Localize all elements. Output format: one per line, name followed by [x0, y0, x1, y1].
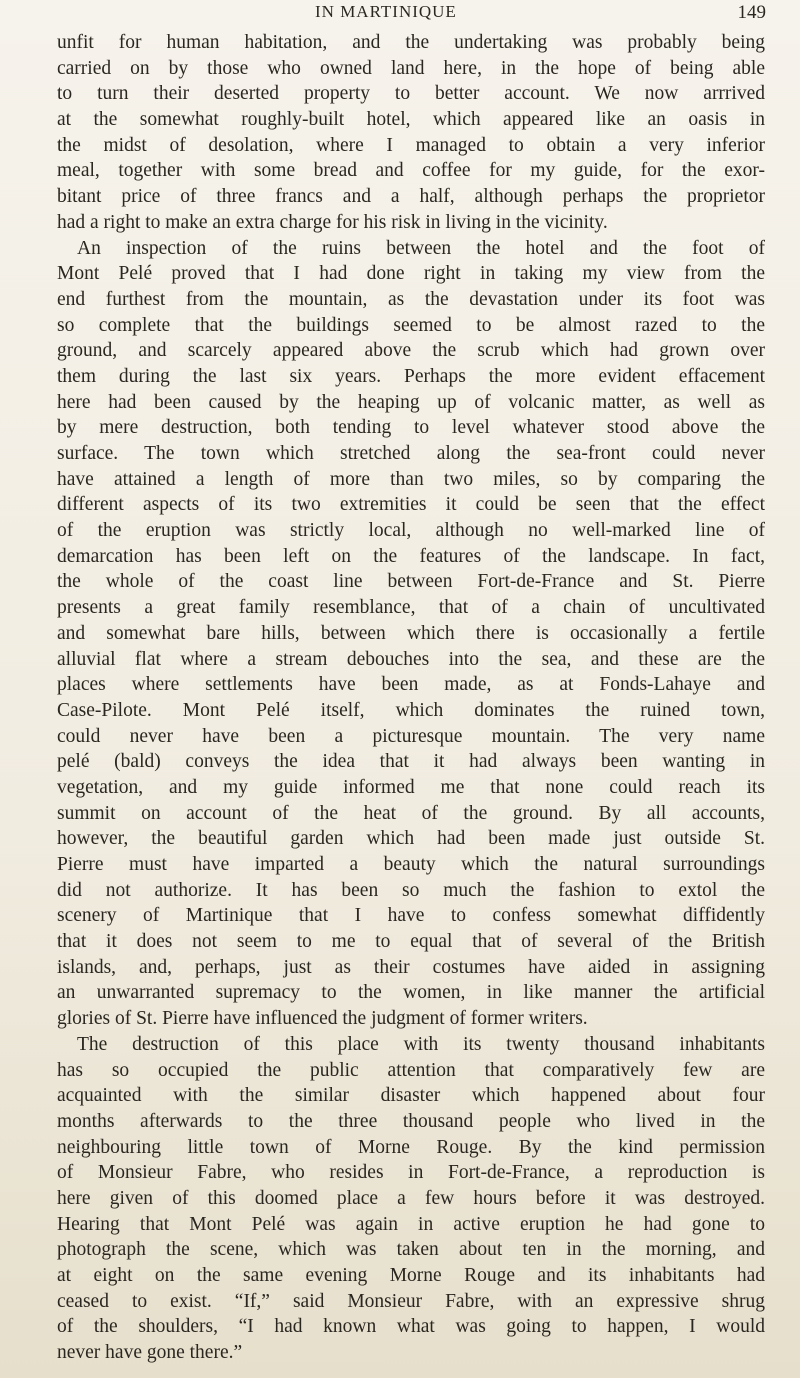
text-line: them during the last six years. Perhaps the more evident effacement	[57, 365, 765, 387]
text-line: never have gone there.”	[57, 1342, 243, 1364]
page-header	[0, 2, 800, 26]
text-line: months afterwards to the three thousand people who lived in the	[57, 1110, 765, 1132]
text-line: acquainted with the similar disaster which happened about four	[57, 1085, 765, 1107]
text-line: at eight on the same evening Morne Rouge and its inhabitants had	[57, 1265, 765, 1286]
text-line: end furthest from the mountain, as the devastation under its foot was	[57, 288, 765, 310]
text-line: the midst of desolation, where I managed to obtain a very inferior	[57, 134, 765, 156]
text-line: at the somewhat roughly-built hotel, which appeared like an oasis in	[57, 109, 765, 131]
text-line: unfit for human habitation, and the undertaking was probably being	[57, 32, 765, 53]
text-line: Mont Pelé proved that I had done right in taking my view from the	[57, 263, 765, 285]
text-line: bitant price of three francs and a half, although perhaps the proprietor	[57, 186, 765, 208]
text-line: vegetation, and my guide informed me that none could reach its	[57, 776, 765, 798]
text-line: could never have been a picturesque mountain. The very name	[57, 725, 765, 747]
text-line: have attained a length of more than two miles, so by comparing the	[57, 468, 765, 490]
page-number: 149	[737, 2, 766, 23]
text-line: carried on by those who owned land here, in the hope of being able	[57, 57, 765, 79]
text-line: had a right to make an extra charge for his risk in living in the vicinity.	[57, 211, 608, 233]
text-line: by mere destruction, both tending to level whatever stood above the	[57, 417, 765, 439]
text-line: islands, and, perhaps, just as their costumes have aided in assigning	[57, 956, 765, 978]
text-line: neighbouring little town of Morne Rouge. By the kind permission	[57, 1136, 765, 1158]
text-line: the whole of the coast line between Fort-de-France and St. Pierre	[57, 571, 765, 593]
text-line: that it does not seem to me to equal that of several of the British	[57, 931, 765, 953]
text-line: The destruction of this place with its twenty thousand inhabitants	[77, 1033, 765, 1055]
text-line: ceased to exist. “If,” said Monsieur Fabre, with an expressive shrug	[57, 1290, 765, 1312]
text-line: however, the beautiful garden which had been made just outside St.	[57, 828, 765, 850]
text-line: an unwarranted supremacy to the women, in like manner the artificial	[57, 982, 765, 1004]
text-line: here had been caused by the heaping up of volcanic matter, as well as	[57, 391, 765, 413]
text-line: Case-Pilote. Mont Pelé itself, which dominates the ruined town,	[57, 699, 765, 721]
text-line: An inspection of the ruins between the hotel and the foot of	[77, 237, 765, 259]
text-line: Hearing that Mont Pelé was again in active eruption he had gone to	[57, 1213, 765, 1235]
text-line: so complete that the buildings seemed to be almost razed to the	[57, 314, 765, 336]
text-line: demarcation has been left on the features of the landscape. In fact,	[57, 545, 765, 567]
text-line: and somewhat bare hills, between which there is occasionally a fertile	[57, 622, 765, 644]
text-line: scenery of Martinique that I have to confess somewhat diffidently	[57, 905, 765, 927]
text-line: glories of St. Pierre have influenced the judgment of former writers.	[57, 1008, 588, 1030]
text-line: did not authorize. It has been so much the fashion to extol the	[57, 879, 765, 901]
text-line: ground, and scarcely appeared above the scrub which had grown over	[57, 340, 765, 362]
page-body-text	[57, 30, 765, 1366]
text-line: photograph the scene, which was taken about ten in the morning, and	[57, 1239, 765, 1261]
text-line: meal, together with some bread and coffee for my guide, for the exor-	[57, 160, 765, 182]
running-title: IN MARTINIQUE	[315, 2, 457, 21]
text-line: of the shoulders, “I had known what was going to happen, I would	[57, 1316, 765, 1338]
text-line: places where settlements have been made, as at Fonds-Lahaye and	[57, 674, 765, 696]
text-line: pelé (bald) conveys the idea that it had always been wanting in	[57, 751, 765, 773]
text-line: of the eruption was strictly local, although no well-marked line of	[57, 520, 765, 542]
text-line: alluvial flat where a stream debouches into the sea, and these are the	[57, 648, 765, 670]
text-line: here given of this doomed place a few hours before it was destroyed.	[57, 1187, 765, 1209]
text-line: has so occupied the public attention that comparatively few are	[57, 1059, 765, 1081]
text-line: surface. The town which stretched along the sea-front could never	[57, 443, 765, 464]
text-line: presents a great family resemblance, that of a chain of uncultivated	[57, 597, 765, 619]
text-line: to turn their deserted property to better account. We now arrrived	[57, 83, 765, 105]
text-line: Pierre must have imparted a beauty which the natural surroundings	[57, 854, 765, 875]
text-line: of Monsieur Fabre, who resides in Fort-de-France, a reproduction is	[57, 1162, 765, 1184]
text-line: summit on account of the heat of the ground. By all accounts,	[57, 802, 765, 824]
text-line: different aspects of its two extremities it could be seen that the effect	[57, 494, 765, 516]
